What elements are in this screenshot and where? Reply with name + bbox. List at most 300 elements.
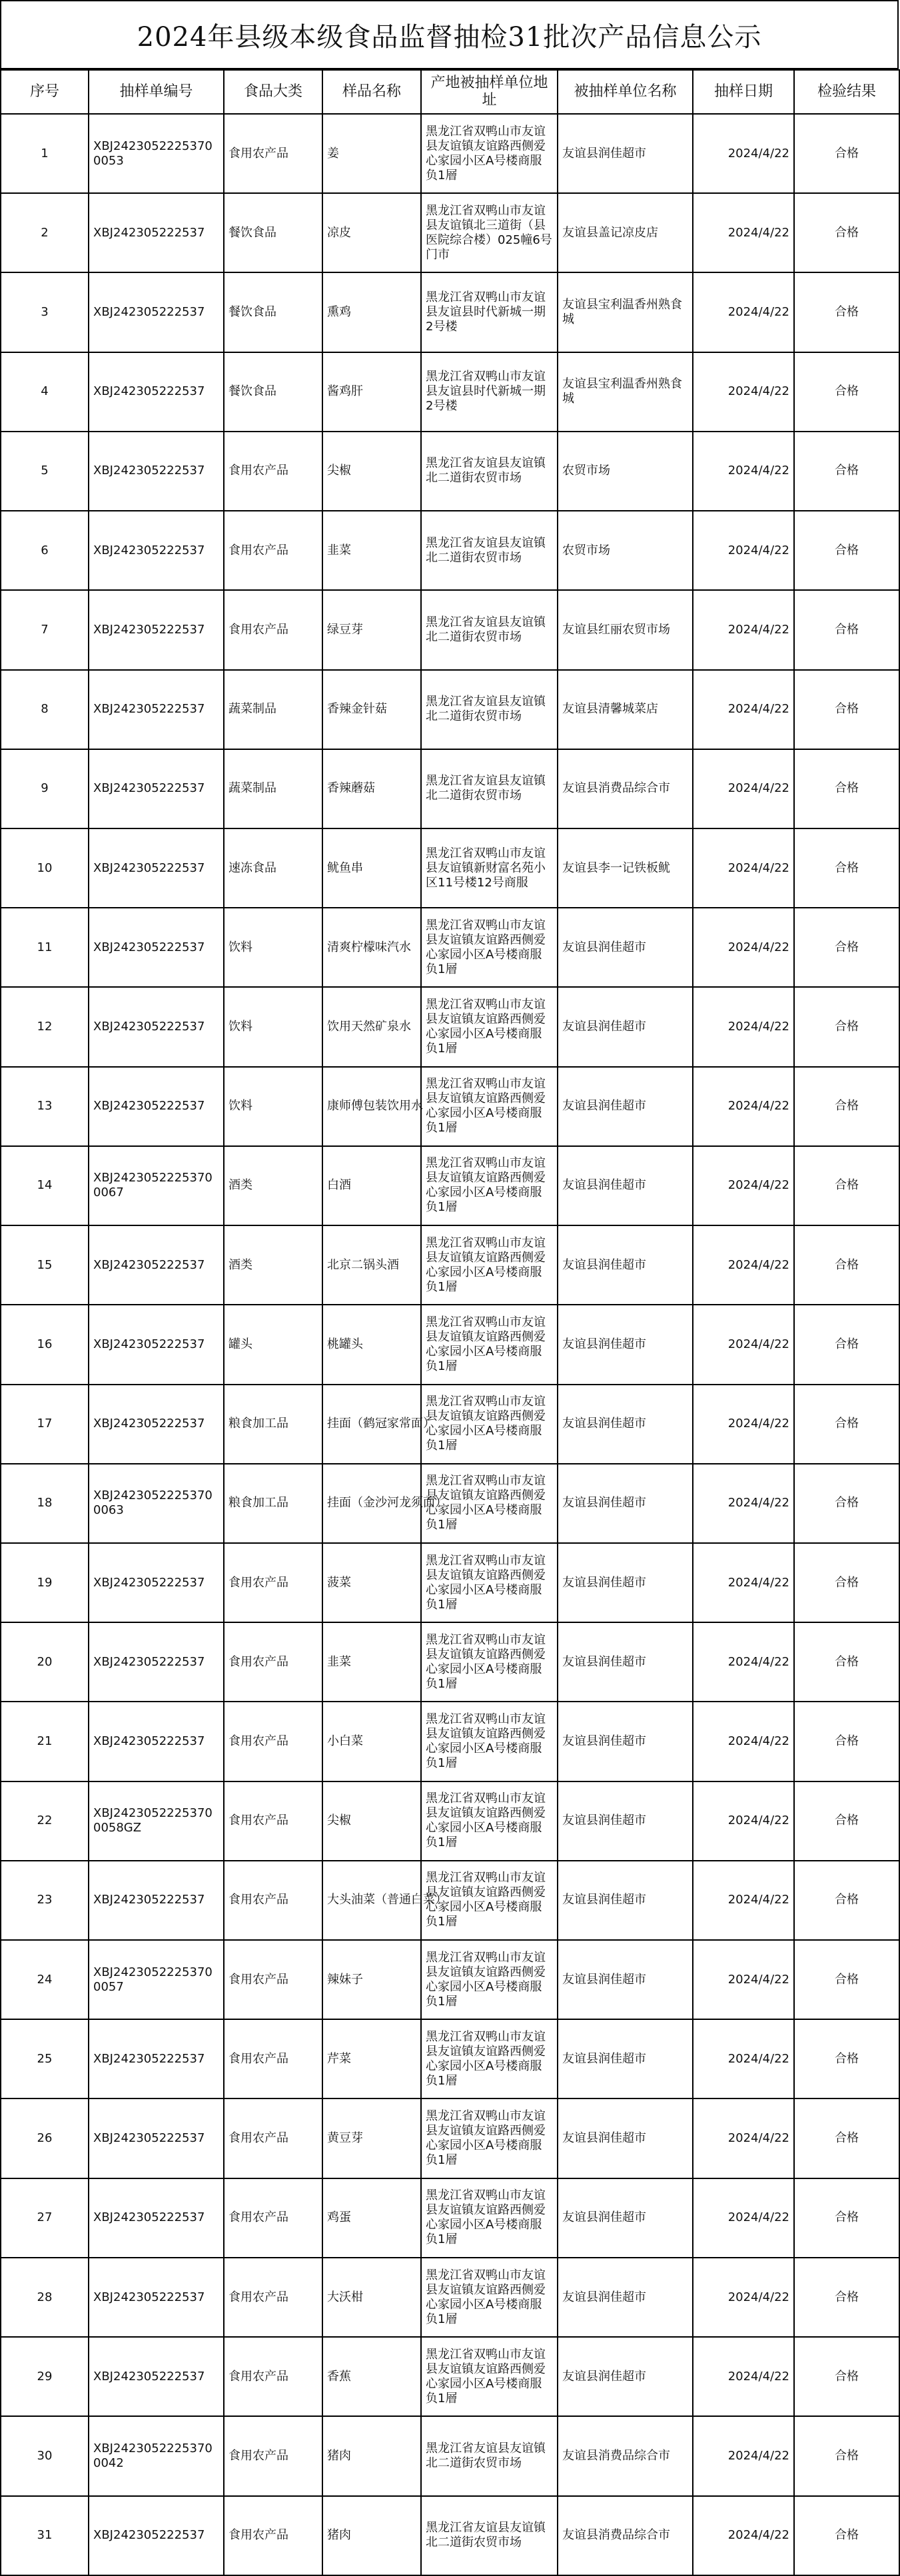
sample-code-cell: XBJ2423052225370 0058GZ	[89, 1781, 224, 1861]
sample-name-cell: 香辣金针菇	[322, 670, 421, 749]
row-number-cell: 21	[1, 1702, 89, 1781]
sampled-unit-cell: 友谊县润佳超市	[558, 1702, 693, 1781]
food-category-cell: 餐饮食品	[224, 272, 322, 352]
sample-code-cell: XBJ2423052225370 0067	[89, 1146, 224, 1225]
table-row	[1, 1305, 899, 1384]
row-number-cell: 17	[1, 1385, 89, 1464]
food-category-cell: 食用农产品	[224, 114, 322, 193]
sampling-date-cell: 2024/4/22	[693, 2258, 794, 2337]
food-category-cell: 食用农产品	[224, 590, 322, 669]
row-number-cell: 31	[1, 2496, 89, 2575]
food-category-cell: 食用农产品	[224, 1781, 322, 1861]
test-result-cell: 合格	[794, 987, 899, 1066]
sampled-address-cell	[421, 352, 558, 432]
sampled-unit-cell: 友谊县红丽农贸市场	[558, 590, 693, 669]
address-text: 黑龙江省双鸭山市友谊县友谊镇友谊路西侧爱心家园小区A号楼商服负1層	[426, 124, 546, 182]
sampling-date-cell: 2024/4/22	[693, 2496, 794, 2575]
header-no: 序号	[1, 70, 89, 114]
test-result-cell: 合格	[794, 2496, 899, 2575]
table-row	[1, 749, 899, 828]
food-category-cell: 食用农产品	[224, 1702, 322, 1781]
test-result-cell: 合格	[794, 1543, 899, 1622]
sampled-address-cell	[421, 2337, 558, 2416]
address-text: 黑龙江省双鸭山市友谊县友谊镇友谊路西侧爱心家园小区A号楼商服负1層	[426, 1871, 546, 1929]
test-result-cell: 合格	[794, 193, 899, 272]
sample-code-cell: XBJ242305222537	[89, 1702, 224, 1781]
sampling-date-cell: 2024/4/22	[693, 1305, 794, 1384]
sampling-date-cell: 2024/4/22	[693, 1940, 794, 2019]
sample-name-cell: 鱿鱼串	[322, 828, 421, 908]
test-result-cell: 合格	[794, 1067, 899, 1146]
address-text: 黑龙江省友谊县友谊镇北二道街农贸市场	[426, 535, 546, 565]
food-category-cell: 餐饮食品	[224, 352, 322, 432]
test-result-cell: 合格	[794, 2019, 899, 2098]
sampled-address-cell	[421, 1464, 558, 1543]
table-row	[1, 2416, 899, 2495]
table-row	[1, 511, 899, 590]
food-category-cell: 食用农产品	[224, 511, 322, 590]
sampled-unit-cell: 友谊县李一记铁板鱿	[558, 828, 693, 908]
test-result-cell: 合格	[794, 2416, 899, 2495]
sample-code-cell: XBJ242305222537	[89, 193, 224, 272]
row-number-cell: 24	[1, 1940, 89, 2019]
row-number-cell: 22	[1, 1781, 89, 1861]
address-text: 黑龙江省双鸭山市友谊县友谊镇友谊路西侧爱心家园小区A号楼商服负1層	[426, 1315, 546, 1373]
sampling-date-cell: 2024/4/22	[693, 193, 794, 272]
test-result-cell: 合格	[794, 1622, 899, 1702]
sample-name-cell: 辣妹子	[322, 1940, 421, 2019]
sampled-address-cell	[421, 1225, 558, 1305]
sample-code-cell: XBJ242305222537	[89, 1225, 224, 1305]
sampling-date-cell: 2024/4/22	[693, 828, 794, 908]
test-result-cell: 合格	[794, 1146, 899, 1225]
sampled-unit-cell: 友谊县消费品综合市	[558, 2496, 693, 2575]
sampled-unit-cell: 农贸市场	[558, 511, 693, 590]
sampled-address-cell	[421, 2258, 558, 2337]
food-category-cell: 食用农产品	[224, 2416, 322, 2495]
table-row	[1, 1940, 899, 2019]
sampled-unit-cell: 友谊县清馨城菜店	[558, 670, 693, 749]
sampling-date-cell: 2024/4/22	[693, 670, 794, 749]
sampled-unit-cell: 友谊县润佳超市	[558, 1940, 693, 2019]
address-text: 黑龙江省双鸭山市友谊县友谊镇友谊路西侧爱心家园小区A号楼商服负1層	[426, 918, 546, 976]
address-text: 黑龙江省双鸭山市友谊县友谊镇友谊路西侧爱心家园小区A号楼商服负1層	[426, 1712, 546, 1770]
sample-code-cell: XBJ2423052225370 0042	[89, 2416, 224, 2495]
address-text: 黑龙江省双鸭山市友谊县友谊镇友谊路西侧爱心家园小区A号楼商服负1層	[426, 1077, 546, 1135]
sampled-unit-cell: 友谊县消费品综合市	[558, 749, 693, 828]
table-row	[1, 908, 899, 987]
sample-code-cell: XBJ242305222537	[89, 2178, 224, 2258]
sample-code-cell: XBJ2423052225370 0057	[89, 1940, 224, 2019]
food-category-cell: 餐饮食品	[224, 193, 322, 272]
address-text: 黑龙江省双鸭山市友谊县友谊镇友谊路西侧爱心家园小区A号楼商服负1層	[426, 1235, 546, 1294]
sample-name-cell: 大头油菜（普通白菜）	[322, 1861, 421, 1940]
address-text: 黑龙江省双鸭山市友谊县友谊镇友谊路西侧爱心家园小区A号楼商服负1層	[426, 2347, 546, 2406]
address-text: 黑龙江省双鸭山市友谊县友谊县时代新城一期2号楼	[426, 370, 546, 414]
table-row	[1, 272, 899, 352]
sampled-address-cell	[421, 193, 558, 272]
header-category: 食品大类	[224, 70, 322, 114]
row-number-cell: 1	[1, 114, 89, 193]
sample-code-cell: XBJ242305222537	[89, 670, 224, 749]
sample-name-cell: 酱鸡肝	[322, 352, 421, 432]
address-text: 黑龙江省双鸭山市友谊县友谊镇友谊路西侧爱心家园小区A号楼商服负1層	[426, 1632, 546, 1691]
row-number-cell: 12	[1, 987, 89, 1066]
address-text: 黑龙江省双鸭山市友谊县友谊镇北三道街（县医院综合楼）025幢6号门市	[426, 203, 552, 262]
table-row	[1, 987, 899, 1066]
sampled-address-cell	[421, 1543, 558, 1622]
product-table	[0, 69, 900, 2576]
sampling-date-cell: 2024/4/22	[693, 1622, 794, 1702]
row-number-cell: 7	[1, 590, 89, 669]
sampled-unit-cell: 友谊县消费品综合市	[558, 2416, 693, 2495]
sampled-unit-cell: 友谊县润佳超市	[558, 1543, 693, 1622]
row-number-cell: 23	[1, 1861, 89, 1940]
food-category-cell: 食用农产品	[224, 432, 322, 511]
test-result-cell: 合格	[794, 1702, 899, 1781]
row-number-cell: 6	[1, 511, 89, 590]
sampling-date-cell: 2024/4/22	[693, 432, 794, 511]
sampled-unit-cell: 友谊县润佳超市	[558, 1464, 693, 1543]
row-number-cell: 15	[1, 1225, 89, 1305]
sampled-address-cell	[421, 1067, 558, 1146]
sampling-date-cell: 2024/4/22	[693, 590, 794, 669]
header-result: 检验结果	[794, 70, 899, 114]
row-number-cell: 10	[1, 828, 89, 908]
row-number-cell: 26	[1, 2098, 89, 2178]
test-result-cell: 合格	[794, 1385, 899, 1464]
sampled-address-cell	[421, 1385, 558, 1464]
sampled-address-cell	[421, 114, 558, 193]
sampled-address-cell	[421, 2178, 558, 2258]
test-result-cell: 合格	[794, 2337, 899, 2416]
sample-name-cell: 猪肉	[322, 2496, 421, 2575]
sampled-unit-cell: 友谊县润佳超市	[558, 908, 693, 987]
address-text: 黑龙江省友谊县友谊镇北二道街农贸市场	[426, 774, 546, 803]
table-row	[1, 1464, 899, 1543]
sampled-unit-cell: 友谊县润佳超市	[558, 2337, 693, 2416]
test-result-cell: 合格	[794, 272, 899, 352]
table-row	[1, 590, 899, 669]
sample-name-cell: 芹菜	[322, 2019, 421, 2098]
address-text: 黑龙江省双鸭山市友谊县友谊镇友谊路西侧爱心家园小区A号楼商服负1層	[426, 1395, 546, 1453]
food-category-cell: 食用农产品	[224, 2178, 322, 2258]
address-text: 黑龙江省双鸭山市友谊县友谊镇友谊路西侧爱心家园小区A号楼商服负1層	[426, 2109, 546, 2168]
sampling-date-cell: 2024/4/22	[693, 1146, 794, 1225]
table-row	[1, 1781, 899, 1861]
sampled-unit-cell: 友谊县润佳超市	[558, 2019, 693, 2098]
sample-name-cell: 韭菜	[322, 511, 421, 590]
sample-code-cell: XBJ242305222537	[89, 987, 224, 1066]
sample-name-cell: 香蕉	[322, 2337, 421, 2416]
food-category-cell: 食用农产品	[224, 1543, 322, 1622]
food-category-cell: 罐头	[224, 1305, 322, 1384]
address-text: 黑龙江省双鸭山市友谊县友谊县时代新城一期2号楼	[426, 290, 546, 334]
sample-code-cell: XBJ242305222537	[89, 1861, 224, 1940]
sampling-date-cell: 2024/4/22	[693, 1067, 794, 1146]
sampled-unit-cell: 友谊县盖记凉皮店	[558, 193, 693, 272]
row-number-cell: 20	[1, 1622, 89, 1702]
test-result-cell: 合格	[794, 828, 899, 908]
test-result-cell: 合格	[794, 2258, 899, 2337]
sample-code-cell: XBJ242305222537	[89, 1622, 224, 1702]
address-text: 黑龙江省双鸭山市友谊县友谊镇新财富名苑小区11号楼12号商服	[426, 846, 546, 890]
test-result-cell: 合格	[794, 352, 899, 432]
sample-code-cell: XBJ242305222537	[89, 908, 224, 987]
table-row	[1, 114, 899, 193]
table-row	[1, 1067, 899, 1146]
sample-code-cell: XBJ242305222537	[89, 2337, 224, 2416]
address-text: 黑龙江省友谊县友谊镇北二道街农贸市场	[426, 695, 546, 724]
food-category-cell: 食用农产品	[224, 2496, 322, 2575]
address-text: 黑龙江省双鸭山市友谊县友谊镇友谊路西侧爱心家园小区A号楼商服负1層	[426, 1950, 546, 2009]
sample-code-cell: XBJ242305222537	[89, 1385, 224, 1464]
table-row	[1, 1543, 899, 1622]
sampled-unit-cell: 友谊县宝利温香州熟食城	[558, 272, 693, 352]
sampled-unit-cell: 友谊县润佳超市	[558, 987, 693, 1066]
food-category-cell: 酒类	[224, 1146, 322, 1225]
table-row	[1, 1702, 899, 1781]
food-category-cell: 蔬菜制品	[224, 670, 322, 749]
table-row	[1, 2258, 899, 2337]
sampling-date-cell: 2024/4/22	[693, 352, 794, 432]
address-text: 黑龙江省双鸭山市友谊县友谊镇友谊路西侧爱心家园小区A号楼商服负1層	[426, 2029, 546, 2088]
sampled-address-cell	[421, 590, 558, 669]
sampling-date-cell: 2024/4/22	[693, 908, 794, 987]
sample-code-cell: XBJ242305222537	[89, 1067, 224, 1146]
address-text: 黑龙江省双鸭山市友谊县友谊镇友谊路西侧爱心家园小区A号楼商服负1層	[426, 1474, 546, 1532]
row-number-cell: 14	[1, 1146, 89, 1225]
table-row	[1, 2019, 899, 2098]
table-row	[1, 2178, 899, 2258]
sampling-date-cell: 2024/4/22	[693, 1225, 794, 1305]
sample-code-cell: XBJ242305222537	[89, 352, 224, 432]
header-unit: 被抽样单位名称	[558, 70, 693, 114]
table-row	[1, 2098, 899, 2178]
sampling-date-cell: 2024/4/22	[693, 1464, 794, 1543]
food-category-cell: 食用农产品	[224, 2258, 322, 2337]
sampled-unit-cell: 友谊县润佳超市	[558, 1622, 693, 1702]
test-result-cell: 合格	[794, 590, 899, 669]
table-row	[1, 1225, 899, 1305]
row-number-cell: 27	[1, 2178, 89, 2258]
table-row	[1, 1861, 899, 1940]
sampled-address-cell	[421, 511, 558, 590]
sample-code-cell: XBJ242305222537	[89, 2496, 224, 2575]
header-name: 样品名称	[322, 70, 421, 114]
sample-name-cell: 尖椒	[322, 1781, 421, 1861]
sample-name-cell: 大沃柑	[322, 2258, 421, 2337]
sample-name-cell: 饮用天然矿泉水	[322, 987, 421, 1066]
sampled-address-cell	[421, 1702, 558, 1781]
sample-name-cell: 挂面（金沙河龙须面）	[322, 1464, 421, 1543]
sample-name-cell: 尖椒	[322, 432, 421, 511]
address-text: 黑龙江省友谊县友谊镇北二道街农贸市场	[426, 456, 546, 485]
header-date: 抽样日期	[693, 70, 794, 114]
food-category-cell: 食用农产品	[224, 2019, 322, 2098]
test-result-cell: 合格	[794, 114, 899, 193]
sampling-date-cell: 2024/4/22	[693, 272, 794, 352]
test-result-cell: 合格	[794, 908, 899, 987]
sample-code-cell: XBJ242305222537	[89, 1305, 224, 1384]
sample-code-cell: XBJ242305222537	[89, 272, 224, 352]
sampled-address-cell	[421, 670, 558, 749]
test-result-cell: 合格	[794, 1781, 899, 1861]
sampled-unit-cell: 友谊县润佳超市	[558, 1225, 693, 1305]
sampled-address-cell	[421, 272, 558, 352]
test-result-cell: 合格	[794, 1861, 899, 1940]
sample-name-cell: 鸡蛋	[322, 2178, 421, 2258]
food-category-cell: 饮料	[224, 908, 322, 987]
sample-code-cell: XBJ2423052225370 0063	[89, 1464, 224, 1543]
row-number-cell: 2	[1, 193, 89, 272]
food-category-cell: 饮料	[224, 1067, 322, 1146]
row-number-cell: 30	[1, 2416, 89, 2495]
sample-name-cell: 清爽柠檬味汽水	[322, 908, 421, 987]
table-row	[1, 670, 899, 749]
sample-code-cell: XBJ242305222537	[89, 1543, 224, 1622]
sampled-unit-cell: 友谊县润佳超市	[558, 1146, 693, 1225]
table-row	[1, 2337, 899, 2416]
sampled-unit-cell: 友谊县润佳超市	[558, 114, 693, 193]
address-text: 黑龙江省友谊县友谊镇北二道街农贸市场	[426, 2521, 546, 2550]
document-title: 2024年县级本级食品监督抽检31批次产品信息公示	[0, 0, 899, 69]
address-text: 黑龙江省双鸭山市友谊县友谊镇友谊路西侧爱心家园小区A号楼商服负1層	[426, 2188, 546, 2247]
sample-name-cell: 韭菜	[322, 1622, 421, 1702]
sampled-unit-cell: 友谊县润佳超市	[558, 2258, 693, 2337]
row-number-cell: 9	[1, 749, 89, 828]
sampled-unit-cell: 友谊县润佳超市	[558, 2178, 693, 2258]
sampled-unit-cell: 友谊县润佳超市	[558, 1305, 693, 1384]
test-result-cell: 合格	[794, 2178, 899, 2258]
sampled-unit-cell: 友谊县润佳超市	[558, 1385, 693, 1464]
sampling-date-cell: 2024/4/22	[693, 1543, 794, 1622]
sample-name-cell: 姜	[322, 114, 421, 193]
sampled-unit-cell: 友谊县宝利温香州熟食城	[558, 352, 693, 432]
sample-name-cell: 小白菜	[322, 1702, 421, 1781]
sampling-date-cell: 2024/4/22	[693, 2178, 794, 2258]
sample-code-cell: XBJ242305222537	[89, 511, 224, 590]
food-category-cell: 蔬菜制品	[224, 749, 322, 828]
test-result-cell: 合格	[794, 511, 899, 590]
row-number-cell: 25	[1, 2019, 89, 2098]
sampled-address-cell	[421, 1781, 558, 1861]
row-number-cell: 18	[1, 1464, 89, 1543]
row-number-cell: 11	[1, 908, 89, 987]
test-result-cell: 合格	[794, 670, 899, 749]
sample-code-cell: XBJ242305222537	[89, 2098, 224, 2178]
food-category-cell: 食用农产品	[224, 2337, 322, 2416]
table-row	[1, 1146, 899, 1225]
food-category-cell: 食用农产品	[224, 2098, 322, 2178]
address-text: 黑龙江省双鸭山市友谊县友谊镇友谊路西侧爱心家园小区A号楼商服负1層	[426, 998, 546, 1056]
sampling-date-cell: 2024/4/22	[693, 1385, 794, 1464]
row-number-cell: 4	[1, 352, 89, 432]
food-category-cell: 速冻食品	[224, 828, 322, 908]
table-row	[1, 352, 899, 432]
sampled-address-cell	[421, 1146, 558, 1225]
sampled-unit-cell: 友谊县润佳超市	[558, 2098, 693, 2178]
row-number-cell: 8	[1, 670, 89, 749]
sampled-unit-cell: 农贸市场	[558, 432, 693, 511]
sample-code-cell: XBJ242305222537	[89, 828, 224, 908]
sampled-address-cell	[421, 749, 558, 828]
address-text: 黑龙江省双鸭山市友谊县友谊镇友谊路西侧爱心家园小区A号楼商服负1層	[426, 1791, 546, 1850]
address-text: 黑龙江省双鸭山市友谊县友谊镇友谊路西侧爱心家园小区A号楼商服负1層	[426, 1553, 546, 1612]
sample-code-cell: XBJ242305222537	[89, 432, 224, 511]
row-number-cell: 5	[1, 432, 89, 511]
sample-name-cell: 挂面（鹤冠家常面）	[322, 1385, 421, 1464]
sample-name-cell: 菠菜	[322, 1543, 421, 1622]
row-number-cell: 28	[1, 2258, 89, 2337]
table-row	[1, 432, 899, 511]
address-text: 黑龙江省双鸭山市友谊县友谊镇友谊路西侧爱心家园小区A号楼商服负1層	[426, 1156, 546, 1215]
header-code: 抽样单编号	[89, 70, 224, 114]
sampling-date-cell: 2024/4/22	[693, 2019, 794, 2098]
row-number-cell: 29	[1, 2337, 89, 2416]
sample-name-cell: 白酒	[322, 1146, 421, 1225]
food-category-cell: 食用农产品	[224, 1622, 322, 1702]
sample-name-cell: 黄豆芽	[322, 2098, 421, 2178]
row-number-cell: 3	[1, 272, 89, 352]
sampled-address-cell	[421, 2416, 558, 2495]
test-result-cell: 合格	[794, 749, 899, 828]
table-row	[1, 1622, 899, 1702]
sampled-address-cell	[421, 828, 558, 908]
sampled-unit-cell: 友谊县润佳超市	[558, 1781, 693, 1861]
sampled-address-cell	[421, 1622, 558, 1702]
sample-code-cell: XBJ242305222537	[89, 2258, 224, 2337]
table-header-row	[1, 70, 899, 114]
sample-name-cell: 桃罐头	[322, 1305, 421, 1384]
sampled-address-cell	[421, 1861, 558, 1940]
sampled-address-cell	[421, 2019, 558, 2098]
sampling-date-cell: 2024/4/22	[693, 2098, 794, 2178]
sampled-address-cell	[421, 908, 558, 987]
sample-name-cell: 熏鸡	[322, 272, 421, 352]
sampling-date-cell: 2024/4/22	[693, 1781, 794, 1861]
sample-name-cell: 香辣蘑菇	[322, 749, 421, 828]
table-row	[1, 193, 899, 272]
table-body	[1, 114, 899, 2575]
sampled-address-cell	[421, 1305, 558, 1384]
sampled-address-cell	[421, 2098, 558, 2178]
table-row	[1, 1385, 899, 1464]
sampling-date-cell: 2024/4/22	[693, 749, 794, 828]
sampled-address-cell	[421, 432, 558, 511]
test-result-cell: 合格	[794, 1940, 899, 2019]
sample-name-cell: 猪肉	[322, 2416, 421, 2495]
test-result-cell: 合格	[794, 2098, 899, 2178]
sample-code-cell: XBJ242305222537	[89, 590, 224, 669]
test-result-cell: 合格	[794, 1464, 899, 1543]
food-category-cell: 食用农产品	[224, 1940, 322, 2019]
food-category-cell: 食用农产品	[224, 1861, 322, 1940]
sampling-date-cell: 2024/4/22	[693, 114, 794, 193]
row-number-cell: 13	[1, 1067, 89, 1146]
sampling-date-cell: 2024/4/22	[693, 1861, 794, 1940]
test-result-cell: 合格	[794, 1225, 899, 1305]
sampling-date-cell: 2024/4/22	[693, 511, 794, 590]
food-category-cell: 粮食加工品	[224, 1464, 322, 1543]
table-row	[1, 828, 899, 908]
sampled-address-cell	[421, 987, 558, 1066]
sampling-date-cell: 2024/4/22	[693, 2337, 794, 2416]
sampled-unit-cell: 友谊县润佳超市	[558, 1861, 693, 1940]
test-result-cell: 合格	[794, 432, 899, 511]
food-category-cell: 饮料	[224, 987, 322, 1066]
sample-code-cell: XBJ242305222537	[89, 749, 224, 828]
